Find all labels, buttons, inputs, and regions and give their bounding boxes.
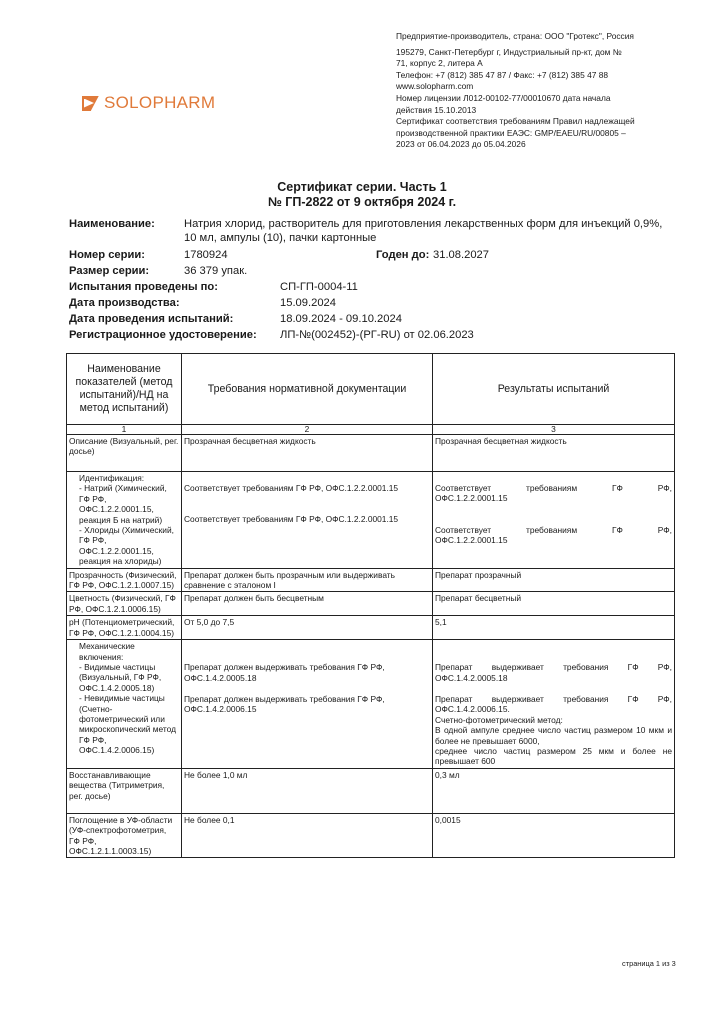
col-number-2: 2 [182, 425, 433, 435]
res-word: ГФ [627, 693, 639, 704]
tested-label: Испытания проведены по: [69, 281, 218, 293]
sodium-name: - Натрий (Химический, ГФ РФ, ОФС.1.2.2.0001.15, реакция Б на натрий) [79, 483, 167, 525]
ph-req: От 5,0 до 7,5 [182, 616, 433, 640]
res-word: ГФ [612, 483, 623, 493]
batch-value: 1780924 [184, 249, 228, 261]
mechanical-name [67, 640, 182, 769]
visible-res-line-2: ОФС.1.4.2.0005.18 [435, 672, 508, 683]
logo-text: SOLOPHARM [104, 93, 216, 112]
res-word: требованиям [525, 483, 578, 493]
table-row [67, 616, 675, 640]
invisible-res-line-2: ОФС.1.4.2.0006.15. [435, 704, 510, 715]
table-row [67, 813, 675, 858]
document-number: № ГП-2822 от 9 октября 2024 г. [267, 195, 457, 209]
address-line-2: 71, корпус 2, литера А [396, 58, 483, 69]
name-value: Натрия хлорид, растворитель для приготовления лекарственных форм для инъекций 0,9%, 10 мл, ампулы (10), пачки картонные [184, 218, 663, 244]
size-value: 36 379 упак. [184, 265, 248, 277]
invisible-res-10um: В одной ампуле среднее число частиц размером 10 мкм и более не превышает 6000, [435, 725, 672, 746]
sodium-req: Соответствует требованиям ГФ РФ, ОФС.1.2.2.0001.15 [184, 483, 399, 493]
table-row [67, 472, 675, 569]
col-number-1: 1 [67, 425, 182, 435]
table-row [67, 592, 675, 616]
expiry-label: Годен до: [376, 249, 430, 261]
cert-line-1: Сертификат соответствия требованиям Правил надлежащей [396, 116, 635, 127]
solopharm-logo-icon [82, 96, 99, 111]
header-indicator: Наименование показателей (метод испытаний)/НД на метод испытаний) [67, 354, 182, 425]
invisible-res-line-1 [435, 694, 672, 704]
production-date-value: 15.09.2024 [280, 297, 336, 309]
recoverable-name: Восстанавливающие вещества (Титриметрия, рег. досье) [67, 768, 182, 813]
header-results: Результаты испытаний [433, 354, 675, 425]
test-dates-label: Дата проведения испытаний: [69, 313, 234, 325]
ph-res: 5,1 [433, 616, 675, 640]
mechanical-res [433, 640, 675, 769]
res-word: Препарат [435, 662, 473, 673]
identification-title: Идентификация: [79, 473, 145, 483]
res-word: выдерживает [491, 662, 544, 673]
mechanical-req [182, 640, 433, 769]
company-info [396, 31, 686, 151]
color-name: Цветность (Физический, ГФ РФ, ОФС.1.2.1.0006.15) [67, 592, 182, 616]
res-word: выдерживает [491, 693, 544, 704]
website: www.solopharm.com [396, 81, 474, 92]
res-word: РФ, [657, 483, 672, 493]
column-number-row [67, 425, 675, 435]
tested-value: СП-ГП-0004-11 [280, 281, 358, 293]
res-word: требования [563, 693, 609, 704]
res-word: РФ, [657, 693, 672, 704]
sodium-res-line-2: ОФС.1.2.2.0001.15 [435, 493, 508, 504]
uv-res: 0,0015 [433, 813, 675, 858]
res-word: требования [563, 662, 609, 673]
description-name: Описание (Визуальный, рег. досье) [67, 435, 182, 472]
res-word: требованиям [525, 524, 578, 535]
registration-value: ЛП-№(002452)-(РГ-RU) от 02.06.2023 [280, 329, 474, 341]
company-logo [82, 93, 215, 113]
transparency-req: Препарат должен быть прозрачным или выдерживать сравнение с эталоном I [182, 568, 433, 592]
invisible-particles-req: Препарат должен выдерживать требования ГФ РФ, ОФС.1.4.2.0006.15 [184, 693, 385, 715]
chloride-req: Соответствует требованиям ГФ РФ, ОФС.1.2.2.0001.15 [184, 514, 399, 525]
invisible-res-25um: среднее число частиц размером 25 мкм и более не превышает 600 [435, 745, 672, 767]
document-title: Сертификат серии. Часть 1 [277, 180, 447, 194]
results-table [66, 353, 675, 858]
chloride-res-line-2: ОФС.1.2.2.0001.15 [435, 535, 508, 546]
table-row [67, 768, 675, 813]
description-res: Прозрачная бесцветная жидкость [433, 435, 675, 472]
res-word: РФ, [657, 524, 672, 535]
transparency-res: Препарат прозрачный [433, 568, 675, 592]
visible-particles-req: Препарат должен выдерживать требования ГФ РФ, ОФС.1.4.2.0005.18 [184, 662, 385, 683]
registration-label: Регистрационное удостоверение: [69, 329, 257, 341]
cert-line-2: производственной практики ЕАЭС: GMP/EAEU/RU/00805 – [396, 127, 626, 138]
table-row [67, 435, 675, 472]
res-word: Соответствует [435, 524, 492, 535]
visible-particles-name: - Видимые частицы (Визуальный, ГФ РФ, ОФС.1.4.2.0005.18) [79, 661, 162, 693]
col-number-3: 3 [433, 425, 675, 435]
invisible-res-method: Счетно-фотометрический метод: [435, 714, 563, 725]
identification-res [433, 472, 675, 569]
table-row [67, 568, 675, 592]
manufacturer: Предприятие-производитель, страна: ООО "Гротекс", Россия [396, 31, 634, 41]
uv-req: Не более 0,1 [182, 813, 433, 858]
phone: Телефон: +7 (812) 385 47 87 / Факс: +7 (812) 385 47 88 [396, 69, 609, 80]
identification-name [67, 472, 182, 569]
mechanical-title: Механические включения: [79, 641, 135, 662]
description-req: Прозрачная бесцветная жидкость [182, 435, 433, 472]
name-label: Наименование: [69, 218, 155, 230]
table-row [67, 640, 675, 769]
res-word: Соответствует [435, 483, 492, 493]
res-word: РФ, [657, 662, 672, 673]
license-line-2: действия 15.10.2013 [396, 104, 477, 115]
recoverable-req: Не более 1,0 мл [182, 768, 433, 813]
res-word: ГФ [612, 524, 623, 535]
sodium-res-line-1 [435, 483, 672, 493]
identification-req [182, 472, 433, 569]
res-word: Препарат [435, 693, 473, 704]
chloride-name: - Хлориды (Химический, ГФ РФ, ОФС.1.2.2.0001.15, реакция на хлориды) [79, 525, 174, 567]
color-req: Препарат должен быть бесцветным [182, 592, 433, 616]
ph-name: pH (Потенциометрический, ГФ РФ, ОФС.1.2.1.0004.15) [67, 616, 182, 640]
license-line-1: Номер лицензии Л012-00102-77/00010670 дата начала [396, 92, 611, 103]
color-res: Препарат бесцветный [433, 592, 675, 616]
cert-line-3: 2023 от 06.04.2023 до 05.04.2026 [396, 139, 526, 150]
invisible-particles-name: - Невидимые частицы (Счетно-фотометрический или микроскопический метод ГФ РФ, ОФС.1.4.2.0006.15) [79, 693, 177, 756]
res-word: ГФ [627, 662, 639, 673]
size-label: Размер серии: [69, 265, 150, 277]
page-number: страница 1 из 3 [622, 959, 676, 968]
batch-label: Номер серии: [69, 249, 145, 261]
test-dates-value: 18.09.2024 - 09.10.2024 [280, 313, 402, 325]
chloride-res-line-1 [435, 525, 672, 535]
address-line-1: 195279, Санкт-Петербург г, Индустриальный пр-кт, дом № [396, 46, 622, 57]
expiry-value: 31.08.2027 [433, 249, 489, 261]
uv-name: Поглощение в УФ-области (УФ-спектрофотометрия, ГФ РФ, ОФС.1.2.1.1.0003.15) [67, 813, 182, 858]
transparency-name: Прозрачность (Физический, ГФ РФ, ОФС.1.2.1.0007.15) [67, 568, 182, 592]
header-requirements: Требования нормативной документации [182, 354, 433, 425]
production-date-label: Дата производства: [69, 297, 180, 309]
table-header-row [67, 354, 675, 425]
recoverable-res: 0,3 мл [433, 768, 675, 813]
visible-res-line-1 [435, 662, 672, 672]
